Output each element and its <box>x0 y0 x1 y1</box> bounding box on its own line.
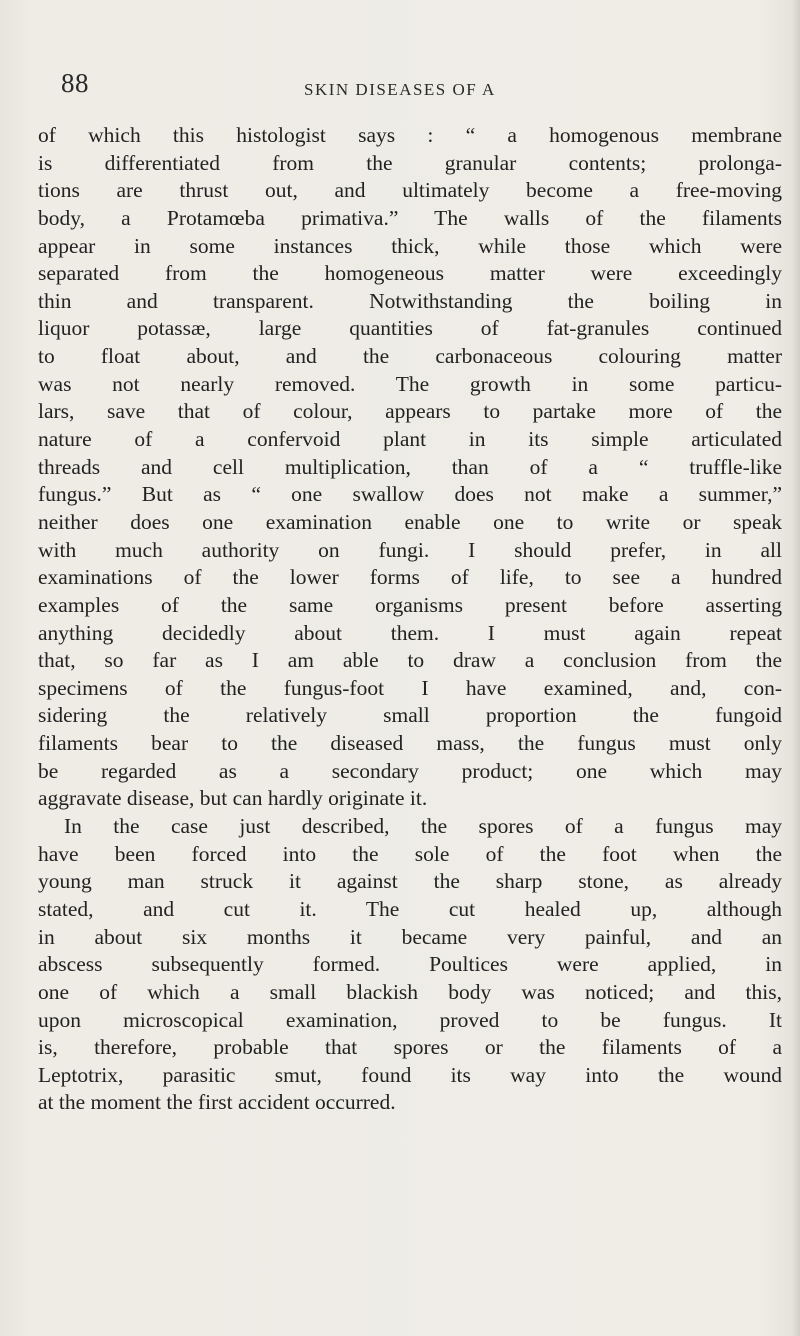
text-line: examinations of the lower forms of life, to see a hundred <box>38 565 782 590</box>
text-line: stated, and cut it. The cut healed up, although <box>38 896 782 921</box>
text-line: anything decidedly about them. I must again repeat <box>38 620 782 645</box>
text-line: sidering the relatively small proportion the fungoid <box>38 703 782 728</box>
text-line: tions are thrust out, and ultimately become a free-moving <box>38 178 782 203</box>
text-line: was not nearly removed. The growth in some particu- <box>38 371 782 396</box>
text-line: abscess subsequently formed. Poultices were applied, in <box>38 952 782 977</box>
text-line: thin and transparent. Notwithstanding the boiling in <box>38 288 782 313</box>
text-line: of which this histologist says : “ a homogenous membrane <box>38 123 782 147</box>
page-header <box>0 68 800 108</box>
text-line: body, a Protamœba primativa.” The walls of the filaments <box>38 205 782 230</box>
text-line: is differentiated from the granular contents; prolonga- <box>38 150 782 175</box>
text-line: filaments bear to the diseased mass, the fungus must only <box>38 731 782 756</box>
text-line: fungus.” But as “ one swallow does not make a summer,” <box>38 482 782 507</box>
text-line: young man struck it against the sharp stone, as already <box>38 869 782 894</box>
text-line: that, so far as I am able to draw a conclusion from the <box>38 648 782 673</box>
text-line: in about six months it became very painful, and an <box>38 924 782 949</box>
text-line: with much authority on fungi. I should prefer, in all <box>38 537 782 562</box>
page-number: 88 <box>61 68 89 98</box>
text-line: is, therefore, probable that spores or the filaments of a <box>38 1035 782 1060</box>
text-line: separated from the homogeneous matter were exceedingly <box>38 261 782 286</box>
text-line: have been forced into the sole of the foot when the <box>38 841 782 866</box>
text-line: be regarded as a secondary product; one which may <box>38 758 782 783</box>
text-line: upon microscopical examination, proved to be fungus. It <box>38 1007 782 1032</box>
text-line: liquor potassæ, large quantities of fat-granules continued <box>38 316 782 341</box>
running-head: SKIN DISEASES OF A <box>304 80 496 99</box>
body-text <box>38 122 782 1117</box>
text-line: Leptotrix, parasitic smut, found its way into the wound <box>38 1062 782 1087</box>
text-line: nature of a confervoid plant in its simple articulated <box>38 427 782 452</box>
text-line: one of which a small blackish body was noticed; and this, <box>38 979 782 1004</box>
page-edge-shadow <box>792 0 800 1336</box>
text-line: neither does one examination enable one to write or speak <box>38 509 782 534</box>
paragraph-last-line: aggravate disease, but can hardly originate it. <box>38 786 428 811</box>
text-line: specimens of the fungus-foot I have examined, and, con- <box>38 675 782 700</box>
paragraph-first-line: In the case just described, the spores of a fungus may <box>64 814 782 839</box>
text-line: lars, save that of colour, appears to partake more of the <box>38 399 782 424</box>
text-line: threads and cell multiplication, than of a “ truffle-like <box>38 454 782 479</box>
text-line: to float about, and the carbonaceous colouring matter <box>38 344 782 369</box>
text-line: appear in some instances thick, while those which were <box>38 233 782 258</box>
paragraph-last-line: at the moment the first accident occurred. <box>38 1090 396 1115</box>
text-line: examples of the same organisms present before asserting <box>38 592 782 617</box>
